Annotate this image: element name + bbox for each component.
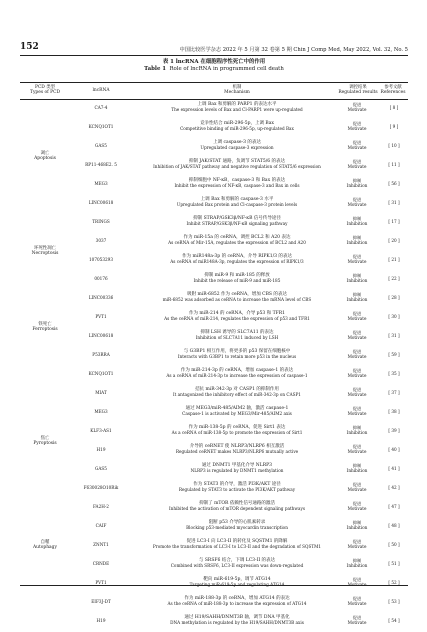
result-en: Inhibition [346, 563, 368, 569]
result-cn: 抑制 [352, 558, 362, 563]
result-cn: 抑制 [352, 425, 362, 430]
mechanism-cn: 阻断 p53 介导的心肌素转录 [208, 520, 266, 525]
table-body [20, 100, 408, 632]
table-row [20, 328, 408, 347]
mechanism-en: Competitive binding of miR-296-5p, up-regulated Bax [180, 126, 294, 132]
mechanism-en: DNA methylation is regulated by the H19/SAHH/DNMT3B axis [170, 620, 304, 626]
lncrna-name: MEG3 [94, 181, 108, 186]
mechanism-en: Inhibit the release of miR-9 and miR-185 [193, 278, 281, 284]
result-en: Inhibition [346, 240, 368, 246]
table-caption [20, 59, 408, 73]
table-row [20, 556, 408, 575]
result-cell [338, 425, 376, 435]
result-cell [338, 121, 376, 131]
mechanism-cell [132, 159, 342, 169]
mechanism-en: As the ceRNA of miR-214, regulates the expression of p53 and TFR1 [164, 316, 310, 322]
table-row [20, 480, 408, 499]
page-number: 152 [20, 42, 39, 52]
mechanism-cell [132, 425, 342, 435]
result-cn: 促进 [352, 539, 362, 544]
result-en: Inhibition [346, 468, 368, 474]
reference-cell: [ 9 ] [389, 124, 399, 129]
result-cn: 促进 [352, 330, 362, 335]
result-cell [338, 539, 376, 549]
result-cell [338, 254, 376, 264]
lncrna-name: RP11-468E2. 5 [85, 162, 117, 167]
reference-cell: [ 56 ] [388, 181, 400, 186]
result-en: Inhibition [346, 525, 368, 531]
table-row [20, 252, 408, 271]
mechanism-en: As a ceRNA of miR-138-5p to promote the expression of Sirt1 [171, 430, 303, 436]
mechanism-en: NLRP3 is regulated by DNMT1 methylation [190, 468, 284, 474]
reference-cell: [ 11 ] [388, 162, 400, 167]
mechanism-cn: 作为 miR-15a 的 ceRNA，调控 BCL2 和 A20 表达 [183, 235, 291, 240]
reference-cell: [ 59 ] [388, 352, 400, 357]
result-cn: 抑制 [352, 463, 362, 468]
result-cell [338, 273, 376, 283]
lncrna-name: PVT1 [95, 580, 107, 585]
reference-cell: [ 39 ] [388, 428, 400, 433]
lncrna-name: H19 [96, 447, 106, 452]
mechanism-cell [132, 558, 342, 568]
result-en: Inhibition [346, 297, 368, 303]
result-en: Motivate [347, 449, 367, 455]
mechanism-en: Inhibition of SLC7A11 induced by LSH [195, 335, 279, 341]
result-cell [338, 520, 376, 530]
mechanism-cell [132, 235, 342, 245]
mechanism-cn: 抑制了 mTOR 依赖性信号通路的激活 [199, 501, 275, 506]
mechanism-en: Inhibition of JAK/STAT pathway and negative regulation of STAT5/6 expression [153, 164, 321, 170]
mechanism-en: As ceRNA of Mir-15A, regulates the expression of BCL2 and A20 [168, 240, 306, 246]
pcd-group-ferroptosis: 铁死亡 Ferroptosis [32, 322, 58, 333]
result-cn: 促进 [352, 368, 362, 373]
result-en: Inhibition [346, 278, 368, 284]
result-cn: 促进 [352, 615, 362, 620]
header-results: 调控结果 Regulated results [338, 85, 378, 96]
reference-cell: [ 41 ] [388, 466, 400, 471]
table-row [20, 100, 408, 119]
reference-cell: [ 20 ] [388, 238, 400, 243]
result-en: Motivate [347, 126, 367, 132]
table-row [20, 594, 408, 613]
mechanism-cell [132, 121, 342, 131]
result-cell [338, 159, 376, 169]
reference-cell: [ 10 ] [388, 143, 400, 148]
mechanism-cell [132, 482, 342, 492]
mechanism-cn: 作为 miR-214 的 ceRNA，介导 p53 和 TFR1 [188, 311, 286, 316]
result-cell [338, 558, 376, 568]
pcd-group-apoptosis: 凋亡 Apoptosis [34, 151, 56, 162]
reference-cell: [ 38 ] [388, 409, 400, 414]
mechanism-cell [132, 406, 342, 416]
result-cell [338, 463, 376, 473]
result-en: Motivate [347, 164, 367, 170]
running-header [20, 42, 408, 54]
header-references: 参考文献 References [380, 85, 406, 96]
lncrna-name: H19 [96, 618, 106, 623]
lncrna-name: 107053293 [89, 257, 113, 262]
mechanism-en: Inhibited the activation of mTOR dependent signaling pathways [169, 506, 305, 512]
reference-cell: [ 40 ] [388, 447, 400, 452]
caption-cn: 表 1 lncRNA 在细胞程序性死亡中的作用 [162, 59, 266, 65]
mechanism-cell [132, 273, 342, 283]
result-en: Motivate [347, 411, 367, 417]
result-cn: 抑制 [352, 235, 362, 240]
pcd-group-pyroptosis: 焦亡 Pyroptosis [33, 436, 57, 447]
mechanism-en: Upregulated Bax protein and Cl-caspase-3 protein levels [176, 202, 298, 208]
mechanism-en: Blocking p53-mediated myocardin transcription [186, 525, 288, 531]
lncrna-name: LINC00336 [88, 295, 114, 300]
lncrna-name: CAIF [95, 523, 107, 528]
mechanism-cn: 上调 caspase-3 的表达 [213, 140, 261, 145]
result-cell [338, 406, 376, 416]
result-cn: 抑制 [352, 520, 362, 525]
mechanism-cell [132, 615, 342, 625]
lncrna-name: GAS5 [95, 143, 107, 148]
result-cn: 促进 [352, 387, 362, 392]
result-en: Motivate [347, 373, 367, 379]
mechanism-cn: 通过 MEG3/miR-485/AIM2 轴，激活 caspase-1 [185, 406, 289, 411]
mechanism-en: As a ceRNA of miR-214-3p to increase the expression of caspase-1 [166, 373, 308, 379]
result-cn: 促进 [352, 121, 362, 126]
mechanism-cell [132, 178, 342, 188]
mechanism-cn: 介导的 ceRNET 使 NLRP3/NLRP6 相互激活 [189, 444, 285, 449]
mechanism-cn: 作为 miR-138-5p 的 ceRNA，促进 Sirt1 表达 [188, 425, 286, 430]
result-en: Motivate [347, 487, 367, 493]
mechanism-cn: 竞争性结合 miR-296-5p，上调 Bax [200, 121, 274, 126]
lncrna-name: EIF3J-DT [91, 599, 111, 604]
header-rule [20, 55, 408, 56]
result-cn: 抑制 [352, 178, 362, 183]
result-cn: 抑制 [352, 216, 362, 221]
result-en: Motivate [347, 392, 367, 398]
result-cn: 促进 [352, 102, 362, 107]
reference-cell: [ 51 ] [388, 561, 400, 566]
mechanism-cn: 吸附 miR-6852 作为 ceRNA，增加 CBS 的表达 [187, 292, 287, 297]
mechanism-cn: 通过 H19/SAHH/DNMT3B 轴，调节 DNA 甲基化 [184, 615, 290, 620]
mechanism-en: As the ceRNA of miR-188-3p to increase the expression of ATG14 [167, 601, 307, 607]
result-cell [338, 615, 376, 625]
result-cn: 促进 [352, 197, 362, 202]
reference-cell: [ 30 ] [388, 314, 400, 319]
lncrna-name: P53RRA [92, 352, 110, 357]
mechanism-en: Promote the transformation of LC3-I to LC3-II and the degradation of SQSTM1 [152, 544, 322, 550]
table-row [20, 176, 408, 195]
result-en: Inhibition [346, 430, 368, 436]
mechanism-cn: 作为 STAT3 的介导，激活 PI3K/AKT 途径 [193, 482, 281, 487]
mechanism-cell [132, 539, 342, 549]
result-cn: 抑制 [352, 273, 362, 278]
result-cell [338, 292, 376, 302]
result-cn: 促进 [352, 482, 362, 487]
result-cn: 促进 [352, 501, 362, 506]
mechanism-cell [132, 596, 342, 606]
result-cell [338, 444, 376, 454]
lncrna-name: MIAT [95, 390, 107, 395]
lncrna-name: MEG3 [94, 409, 108, 414]
result-cell [338, 235, 376, 245]
lncrna-name: 00176 [94, 276, 108, 281]
result-en: Motivate [347, 259, 367, 265]
reference-cell: [ 53 ] [388, 599, 400, 604]
result-en: Motivate [347, 202, 367, 208]
result-cn: 促进 [352, 349, 362, 354]
mechanism-en: Regulated by STAT3 to activate the PI3K/AKT pathway [178, 487, 296, 493]
result-cell [338, 349, 376, 359]
result-cell [338, 311, 376, 321]
mechanism-cn: 上调 Bax 和剪解的 PARP1 的表达水平 [197, 102, 277, 107]
result-en: Motivate [347, 354, 367, 360]
mechanism-cell [132, 102, 342, 112]
reference-cell: [ 42 ] [388, 485, 400, 490]
header-lncrna: lncRNA [92, 87, 110, 93]
mechanism-en: Regulated ceRNET makes NLRP3/NLRP6 mutually active [175, 449, 299, 455]
result-en: Motivate [347, 544, 367, 550]
mechanism-cn: 作为 miR148a-3p 的 ceRNA，介导 RIPK1/3 的表达 [182, 254, 292, 259]
reference-cell: [ 35 ] [388, 371, 400, 376]
caption-en [20, 66, 408, 73]
table-row [20, 233, 408, 252]
table-row [20, 499, 408, 518]
result-cell [338, 596, 376, 606]
table-header [20, 83, 408, 99]
mechanism-en: It antagonized the inhibitory effect of miR-342-3p on CASP1 [173, 392, 301, 398]
mechanism-cell [132, 349, 342, 359]
lncrna-name: LINC00618 [88, 200, 114, 205]
mechanism-cn: 抑制 JAK/STAT 通路，负调节 STAT5/6 的表达 [188, 159, 286, 164]
table-row [20, 518, 408, 537]
header-pcd: PCD 类型 Types of PCD [30, 85, 60, 96]
result-en: Motivate [347, 601, 367, 607]
mechanism-en: Caspase-1 is activated by MEG3/Mir-485/AIM2 axis [182, 411, 292, 417]
table-row [20, 290, 408, 309]
lncrna-name: TRINGS [92, 219, 110, 224]
mechanism-cell [132, 330, 342, 340]
mechanism-cn: 靶向 miR-619-5p，调节 ATG14 [203, 577, 271, 582]
mechanism-cn: 与 SRSF6 结合，下调 LC3-II 的表达 [198, 558, 276, 563]
mechanism-en: Upregulated caspase-3 expression [200, 145, 274, 151]
result-cn: 促进 [352, 406, 362, 411]
mechanism-cn: 促进 LC3-I 向 LC3-II 的转化及 SQSTM1 的降解 [186, 539, 288, 544]
mechanism-cn: 抑制 LSH 诱导的 SLC7A11 的表达 [200, 330, 274, 335]
result-en: Motivate [347, 620, 367, 626]
table-row [20, 423, 408, 442]
mechanism-cn: 作为 miR-188-3p 的 ceRNA，增加 ATG14 的表达 [184, 596, 290, 601]
result-en: Motivate [347, 582, 367, 588]
result-cell [338, 178, 376, 188]
mechanism-cell [132, 292, 342, 302]
result-cell [338, 140, 376, 150]
result-en: Motivate [347, 316, 367, 322]
caption-en-label: Table 1 [144, 66, 167, 72]
result-cell [338, 368, 376, 378]
table-row [20, 385, 408, 404]
lncrna-name: F630028O10Rik [83, 485, 119, 490]
lncrna-name: ZNNT1 [93, 542, 109, 547]
mechanism-en: The expression levels of Bax and Cl-PARP1 were up-regulated [171, 107, 303, 113]
result-cn: 促进 [352, 596, 362, 601]
result-cn: 促进 [352, 444, 362, 449]
reference-cell: [ 52 ] [388, 580, 400, 585]
reference-cell: [ 47 ] [388, 504, 400, 509]
result-cn: 促进 [352, 254, 362, 259]
table-row [20, 119, 408, 138]
result-cn: 促进 [352, 140, 362, 145]
mechanism-en: As ceRNA of miR148A-3p, regulates the expression of RIPK1/3 [170, 259, 304, 265]
result-en: Inhibition [346, 183, 368, 189]
result-cell [338, 387, 376, 397]
result-cell [338, 216, 376, 226]
result-en: Motivate [347, 107, 367, 113]
result-en: Motivate [347, 335, 367, 341]
table-row [20, 461, 408, 480]
mechanism-cn: 作为 miR-214-3p 的 ceRNA，增加 caspase-1 的表达 [180, 368, 294, 373]
lncrna-name: 3037 [95, 238, 107, 243]
result-cn: 促进 [352, 577, 362, 582]
journal-info: 中国比较医学杂志 2022 年 5 月第 32 卷第 5 期 Chin J Comp Med, May 2022, Vol. 32, No. 5 [179, 47, 408, 53]
result-cell [338, 197, 376, 207]
mechanism-en: Combined with SRSF6, LC3-II expression was down-regulated [170, 563, 304, 569]
table-row [20, 195, 408, 214]
mechanism-cn: 上调 Bax 和剪解的 caspase-3 水平 [200, 197, 274, 202]
reference-cell: [ 48 ] [388, 523, 400, 528]
mechanism-cn: 抑制 miR-9 和 miR-185 的释放 [204, 273, 270, 278]
mechanism-cell [132, 368, 342, 378]
result-en: Motivate [347, 145, 367, 151]
result-cn: 促进 [352, 159, 362, 164]
result-en: Inhibition [346, 221, 368, 227]
table-row [20, 366, 408, 385]
mechanism-en: Interacts with G3BP1 to retain more p53 in the nucleus [177, 354, 297, 360]
mechanism-cell [132, 216, 342, 226]
table-row [20, 347, 408, 366]
reference-cell: [ 31 ] [388, 333, 400, 338]
mechanism-cn: 与 G3BP1 相互作用，将更多的 p53 保留在细胞核中 [183, 349, 291, 354]
result-cell [338, 330, 376, 340]
table-row [20, 309, 408, 328]
result-cell [338, 482, 376, 492]
mechanism-cell [132, 140, 342, 150]
mechanism-cell [132, 387, 342, 397]
table-row [20, 214, 408, 233]
result-cn: 促进 [352, 311, 362, 316]
lncrna-name: FA2H-2 [93, 504, 109, 509]
lncrna-name: PVT1 [95, 314, 107, 319]
mechanism-cell [132, 520, 342, 530]
caption-en-text: Role of lncRNA in programmed cell death [169, 66, 284, 72]
table-row [20, 537, 408, 556]
table-row [20, 404, 408, 423]
reference-cell: [ 50 ] [388, 542, 400, 547]
reference-cell: [ 37 ] [388, 390, 400, 395]
header-mechanism: 机制 Mechanism [224, 85, 250, 96]
reference-cell: [ 8 ] [389, 105, 399, 110]
lncrna-name: KLF3-AS1 [90, 428, 112, 433]
table-bottom-rule [20, 585, 408, 586]
lncrna-name: CA7-4 [94, 105, 108, 110]
lncrna-name: GAS5 [95, 466, 107, 471]
lncrna-name: KCNQ1OT1 [88, 371, 114, 376]
result-cell [338, 501, 376, 511]
reference-cell: [ 21 ] [388, 257, 400, 262]
mechanism-cn: 抑制细胞中 NF-κB，caspase-3 和 Bax 的表达 [188, 178, 286, 183]
mechanism-en: Inhibit the expression of NF-κB, caspase-3 and Bax in cells [174, 183, 300, 189]
table-row [20, 442, 408, 461]
reference-cell: [ 28 ] [388, 295, 400, 300]
mechanism-cell [132, 254, 342, 264]
mechanism-en: Inhibit STRAP/GSK3β/NF-κB signaling pathway [186, 221, 288, 227]
lncrna-name: KCNQ1OT1 [88, 124, 114, 129]
table-row [20, 138, 408, 157]
mechanism-cell [132, 444, 342, 454]
mechanism-cell [132, 463, 342, 473]
mechanism-cn: 拮抗 miR-342-3p 对 CASP1 的抑制作用 [195, 387, 279, 392]
mechanism-cn: 抑制 STRAP/GSK3β/NF-κB 信号传导途径 [193, 216, 281, 221]
result-cn: 抑制 [352, 292, 362, 297]
table-row [20, 271, 408, 290]
pcd-group-necroptosis: 坏死性凋亡 Necroptosis [31, 246, 59, 257]
reference-cell: [ 22 ] [388, 276, 400, 281]
lncrna-name: LINC00618 [88, 333, 114, 338]
pcd-group-autophagy: 自噬 Autophagy [33, 540, 57, 551]
result-en: Motivate [347, 506, 367, 512]
reference-cell: [ 17 ] [388, 219, 400, 224]
mechanism-cn: 通过 DNMT1 甲基化介导 NLRP3 [201, 463, 272, 468]
mechanism-en: Targeting miR-619-5p and regulating ATG14 [189, 582, 285, 588]
lncrna-name: CRNDE [92, 561, 110, 566]
mechanism-en: miR-6852 was adsorbed as ceRNA to increase the mRNA level of CBS [162, 297, 312, 303]
mechanism-cell [132, 311, 342, 321]
table-row [20, 613, 408, 632]
result-cell [338, 102, 376, 112]
table-row [20, 157, 408, 176]
mechanism-cell [132, 501, 342, 511]
reference-cell: [ 31 ] [388, 200, 400, 205]
mechanism-cell [132, 197, 342, 207]
reference-cell: [ 54 ] [388, 618, 400, 623]
